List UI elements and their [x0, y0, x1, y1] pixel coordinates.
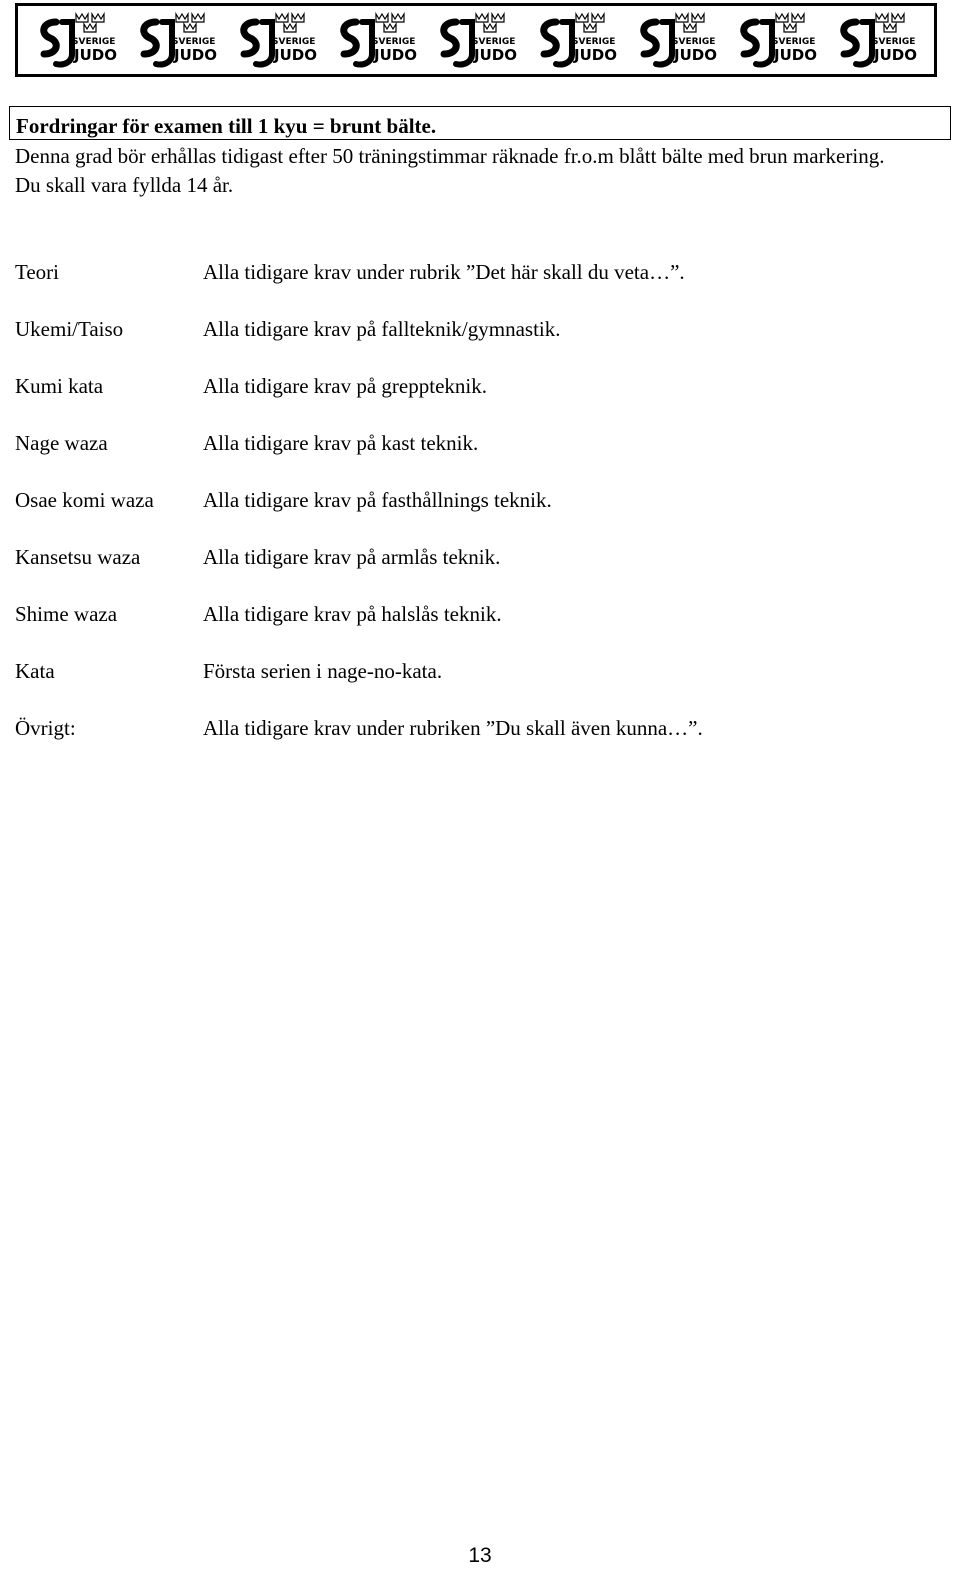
- svg-text:JUDO: JUDO: [174, 46, 217, 64]
- requirement-label: Shime waza: [15, 602, 118, 626]
- requirement-row: [15, 485, 950, 515]
- requirement-value: Alla tidigare krav på fallteknik/gymnastik.: [203, 317, 561, 341]
- requirement-value: Alla tidigare krav på kast teknik.: [203, 431, 479, 455]
- logo-row: [32, 12, 920, 68]
- requirement-row: [15, 257, 950, 287]
- svg-text:SVERIGE: SVERIGE: [72, 37, 116, 47]
- requirement-label: Kumi kata: [15, 374, 104, 398]
- requirement-row: [15, 428, 950, 458]
- requirement-row: [15, 314, 950, 344]
- logo-banner: [15, 3, 937, 77]
- svg-text:SVERIGE: SVERIGE: [472, 37, 516, 47]
- page-number: 13: [468, 1544, 492, 1567]
- svg-text:SVERIGE: SVERIGE: [172, 37, 216, 47]
- page-heading: Fordringar för examen till 1 kyu = brunt bälte.: [16, 114, 437, 138]
- requirement-label: Kansetsu waza: [15, 545, 141, 569]
- requirement-row: [15, 599, 950, 629]
- requirement-label: Teori: [15, 260, 60, 284]
- requirement-value: Alla tidigare krav på greppteknik.: [203, 374, 487, 398]
- intro-text: [15, 142, 950, 199]
- requirement-row: [15, 371, 950, 401]
- requirement-label: Osae komi waza: [15, 488, 154, 512]
- svg-text:JUDO: JUDO: [274, 46, 317, 64]
- requirement-value: Alla tidigare krav på armlås teknik.: [203, 545, 501, 569]
- heading-box: [9, 106, 951, 140]
- svg-text:JUDO: JUDO: [874, 46, 917, 64]
- requirement-row: [15, 713, 950, 743]
- svg-text:JUDO: JUDO: [74, 46, 117, 64]
- requirement-label: Övrigt:: [15, 716, 76, 740]
- requirement-value: Alla tidigare krav under rubriken ”Du skall även kunna…”.: [203, 716, 703, 740]
- requirement-value: Första serien i nage-no-kata.: [203, 659, 443, 683]
- requirement-value: Alla tidigare krav på halslås teknik.: [203, 602, 502, 626]
- requirement-label: Ukemi/Taiso: [15, 317, 124, 341]
- requirement-value: Alla tidigare krav under rubrik ”Det här skall du veta…”.: [203, 260, 685, 284]
- svg-text:JUDO: JUDO: [674, 46, 717, 64]
- svg-text:JUDO: JUDO: [474, 46, 517, 64]
- requirement-value: Alla tidigare krav på fasthållnings teknik.: [203, 488, 552, 512]
- svg-text:SVERIGE: SVERIGE: [872, 37, 916, 47]
- sverige-judo-logo-icon: [832, 10, 920, 70]
- sverige-judo-logo-icon: [32, 10, 120, 70]
- svg-text:SVERIGE: SVERIGE: [672, 37, 716, 47]
- sverige-judo-logo-icon: [632, 10, 720, 70]
- sverige-judo-logo-icon: [432, 10, 520, 70]
- svg-text:JUDO: JUDO: [774, 46, 817, 64]
- requirement-row: [15, 542, 950, 572]
- intro-paragraph: Du skall vara fyllda 14 år.: [15, 172, 234, 197]
- sverige-judo-logo-icon: [132, 10, 220, 70]
- requirement-row: [15, 656, 950, 686]
- sverige-judo-logo-icon: [732, 10, 820, 70]
- svg-text:SVERIGE: SVERIGE: [272, 37, 316, 47]
- sverige-judo-logo-icon: [232, 10, 320, 70]
- intro-paragraph: Denna grad bör erhållas tidigast efter 50 träningstimmar räknade fr.o.m blått bälte med brun markering.: [15, 144, 885, 168]
- sverige-judo-logo-icon: [532, 10, 620, 70]
- requirement-label: Nage waza: [15, 431, 108, 455]
- requirement-label: Kata: [15, 659, 55, 683]
- svg-text:JUDO: JUDO: [574, 46, 617, 64]
- svg-text:SVERIGE: SVERIGE: [772, 37, 816, 47]
- sverige-judo-logo-icon: [332, 10, 420, 70]
- svg-text:JUDO: JUDO: [374, 46, 417, 64]
- svg-text:SVERIGE: SVERIGE: [572, 37, 616, 47]
- svg-text:SVERIGE: SVERIGE: [372, 37, 416, 47]
